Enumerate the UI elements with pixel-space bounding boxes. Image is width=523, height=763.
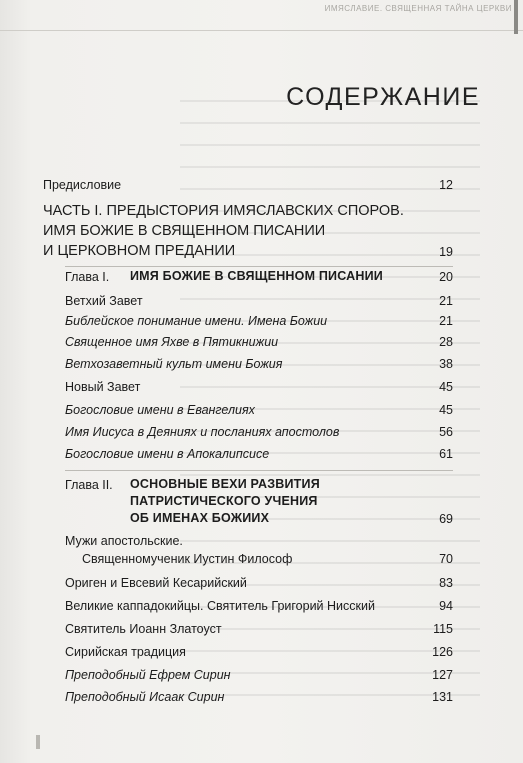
toc-entry: Богословие имени в Евангелиях <box>65 403 255 417</box>
toc-page: 38 <box>439 357 453 371</box>
toc-page: 70 <box>439 552 453 566</box>
toc-page: 21 <box>439 314 453 328</box>
toc-entry: Ветхий Завет <box>65 294 143 308</box>
divider-rule <box>65 470 453 471</box>
toc-entry: Великие каппадокийцы. Святитель Григорий Нисский <box>65 599 375 613</box>
toc-page: 61 <box>439 447 453 461</box>
running-head-text: ИМЯСЛАВИЕ. СВЯЩЕННАЯ ТАЙНА ЦЕРКВИ <box>324 4 512 13</box>
toc-page: 56 <box>439 425 453 439</box>
toc-entry: Преподобный Исаак Сирин <box>65 690 225 704</box>
toc-entry: Преподобный Ефрем Сирин <box>65 668 231 682</box>
toc-chapter2-title-line1: ОСНОВНЫЕ ВЕХИ РАЗВИТИЯ <box>130 477 320 491</box>
toc-page: 45 <box>439 403 453 417</box>
toc-entry: Мужи апостольские. <box>65 534 183 548</box>
page-edge-marker <box>36 735 40 749</box>
toc-part1-line1: ЧАСТЬ I. ПРЕДЫСТОРИЯ ИМЯСЛАВСКИХ СПОРОВ. <box>43 203 404 219</box>
toc-page: 127 <box>432 668 453 682</box>
toc-page-preface: 12 <box>439 178 453 192</box>
toc-page: 115 <box>433 622 453 636</box>
toc-page: 126 <box>432 645 453 659</box>
toc-page-part1: 19 <box>439 245 453 259</box>
toc-entry: Священное имя Яхве в Пятикнижии <box>65 335 279 349</box>
toc-chapter2-label: Глава II. <box>65 478 113 492</box>
toc-chapter1-title: ИМЯ БОЖИЕ В СВЯЩЕННОМ ПИСАНИИ <box>130 269 383 283</box>
toc-entry: Богословие имени в Апокалипсисе <box>65 447 270 461</box>
toc-chapter2-title-line3: ОБ ИМЕНАХ БОЖИИХ <box>130 511 270 525</box>
toc-entry: Имя Иисуса в Деяниях и посланиях апостолов <box>65 425 340 439</box>
toc-entry: Сирийская традиция <box>65 645 186 659</box>
toc-part1-line2: ИМЯ БОЖИЕ В СВЯЩЕННОМ ПИСАНИИ <box>43 223 326 239</box>
toc-part1-line3: И ЦЕРКОВНОМ ПРЕДАНИИ <box>43 243 236 259</box>
toc-page-chapter2: 69 <box>439 512 453 526</box>
toc-page: 28 <box>439 335 453 349</box>
toc-page: 83 <box>439 576 453 590</box>
toc-chapter2-title-line2: ПАТРИСТИЧЕСКОГО УЧЕНИЯ <box>130 494 318 508</box>
toc-entry: Святитель Иоанн Златоуст <box>65 622 222 636</box>
toc-chapter1-label: Глава I. <box>65 270 110 284</box>
toc-entry: Ветхозаветный культ имени Божия <box>65 357 283 371</box>
toc-page: 45 <box>439 380 453 394</box>
toc-page: 21 <box>439 294 453 308</box>
toc-page-chapter1: 20 <box>439 270 453 284</box>
toc-entry: Новый Завет <box>65 380 141 394</box>
toc-entry-preface: Предисловие <box>43 178 122 192</box>
page-title: СОДЕРЖАНИЕ <box>286 83 480 111</box>
toc-entry: Священномученик Иустин Философ <box>82 552 293 566</box>
toc-page: 94 <box>439 599 453 613</box>
divider-rule <box>65 266 453 267</box>
toc-entry: Ориген и Евсевий Кесарийский <box>65 576 247 590</box>
toc-entry: Библейское понимание имени. Имена Божии <box>65 314 328 328</box>
toc-page: 131 <box>432 690 453 704</box>
